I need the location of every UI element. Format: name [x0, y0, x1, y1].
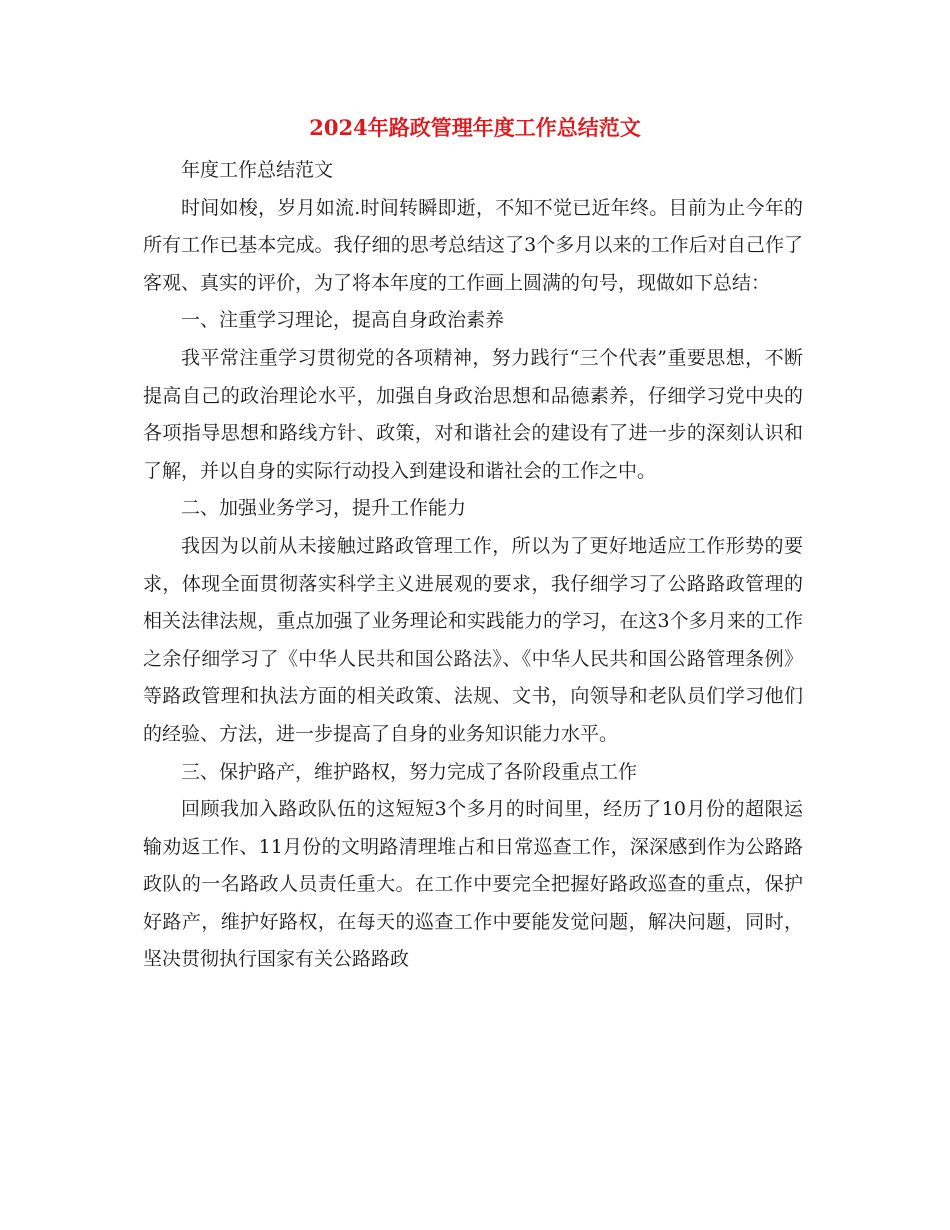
document-body	[143, 152, 803, 979]
section-heading-1: 一、注重学习理论，提高自身政治素养	[181, 309, 505, 332]
paragraph-section-2: 我因为以前从未接触过路政管理工作，所以为了更好地适应工作形势的要求，体现全面贯彻落实科学主义进展观的要求，我仔细学习了公路路政管理的相关法律法规，重点加强了业务理论和实践能力的学习，在这3个多月来的工作之余仔细学习了《中华人民共和国公路法》、《中华人民共和国公路管理条例》等路政管理和执法方面的相关政策、法规、文书，向领导和老队员们学习他们的经验、方法，进一步提高了自身的业务知识能力水平。	[143, 534, 803, 745]
section-heading-3: 三、保护路产，维护路权，努力完成了各阶段重点工作	[181, 760, 638, 783]
paragraph-section-3: 回顾我加入路政队伍的这短短3个多月的时间里，经历了10月份的超限运输劝返工作、11月份的文明路清理堆占和日常巡查工作，深深感到作为公路路政队的一名路政人员责任重大。在工作中要完全把握好路政巡查的重点，保护好路产，维护好路权，在每天的巡查工作中要能发觉问题，解决问题，同时，坚决贯彻执行国家有关公路路政	[143, 798, 803, 971]
document-title: 2024年路政管理年度工作总结范文	[309, 115, 641, 140]
paragraph-subtitle: 年度工作总结范文	[181, 159, 334, 181]
paragraph-section-1: 我平常注重学习贯彻党的各项精神，努力践行“三个代表”重要思想，不断提高自己的政治理论水平，加强自身政治思想和品德素养，仔细学习党中央的各项指导思想和路线方针、政策，对和谐社会的建设有了进一步的深刻认识和了解，并以自身的实际行动投入到建设和谐社会的工作之中。	[143, 346, 803, 482]
section-heading-2: 二、加强业务学习，提升工作能力	[181, 497, 467, 520]
paragraph-intro: 时间如梭，岁月如流.时间转瞬即逝，不知不觉已近年终。目前为止今年的所有工作已基本完成。我仔细的思考总结这了3个多月以来的工作后对自己作了客观、真实的评价，为了将本年度的工作画上圆满的句号，现做如下总结：	[143, 196, 803, 294]
